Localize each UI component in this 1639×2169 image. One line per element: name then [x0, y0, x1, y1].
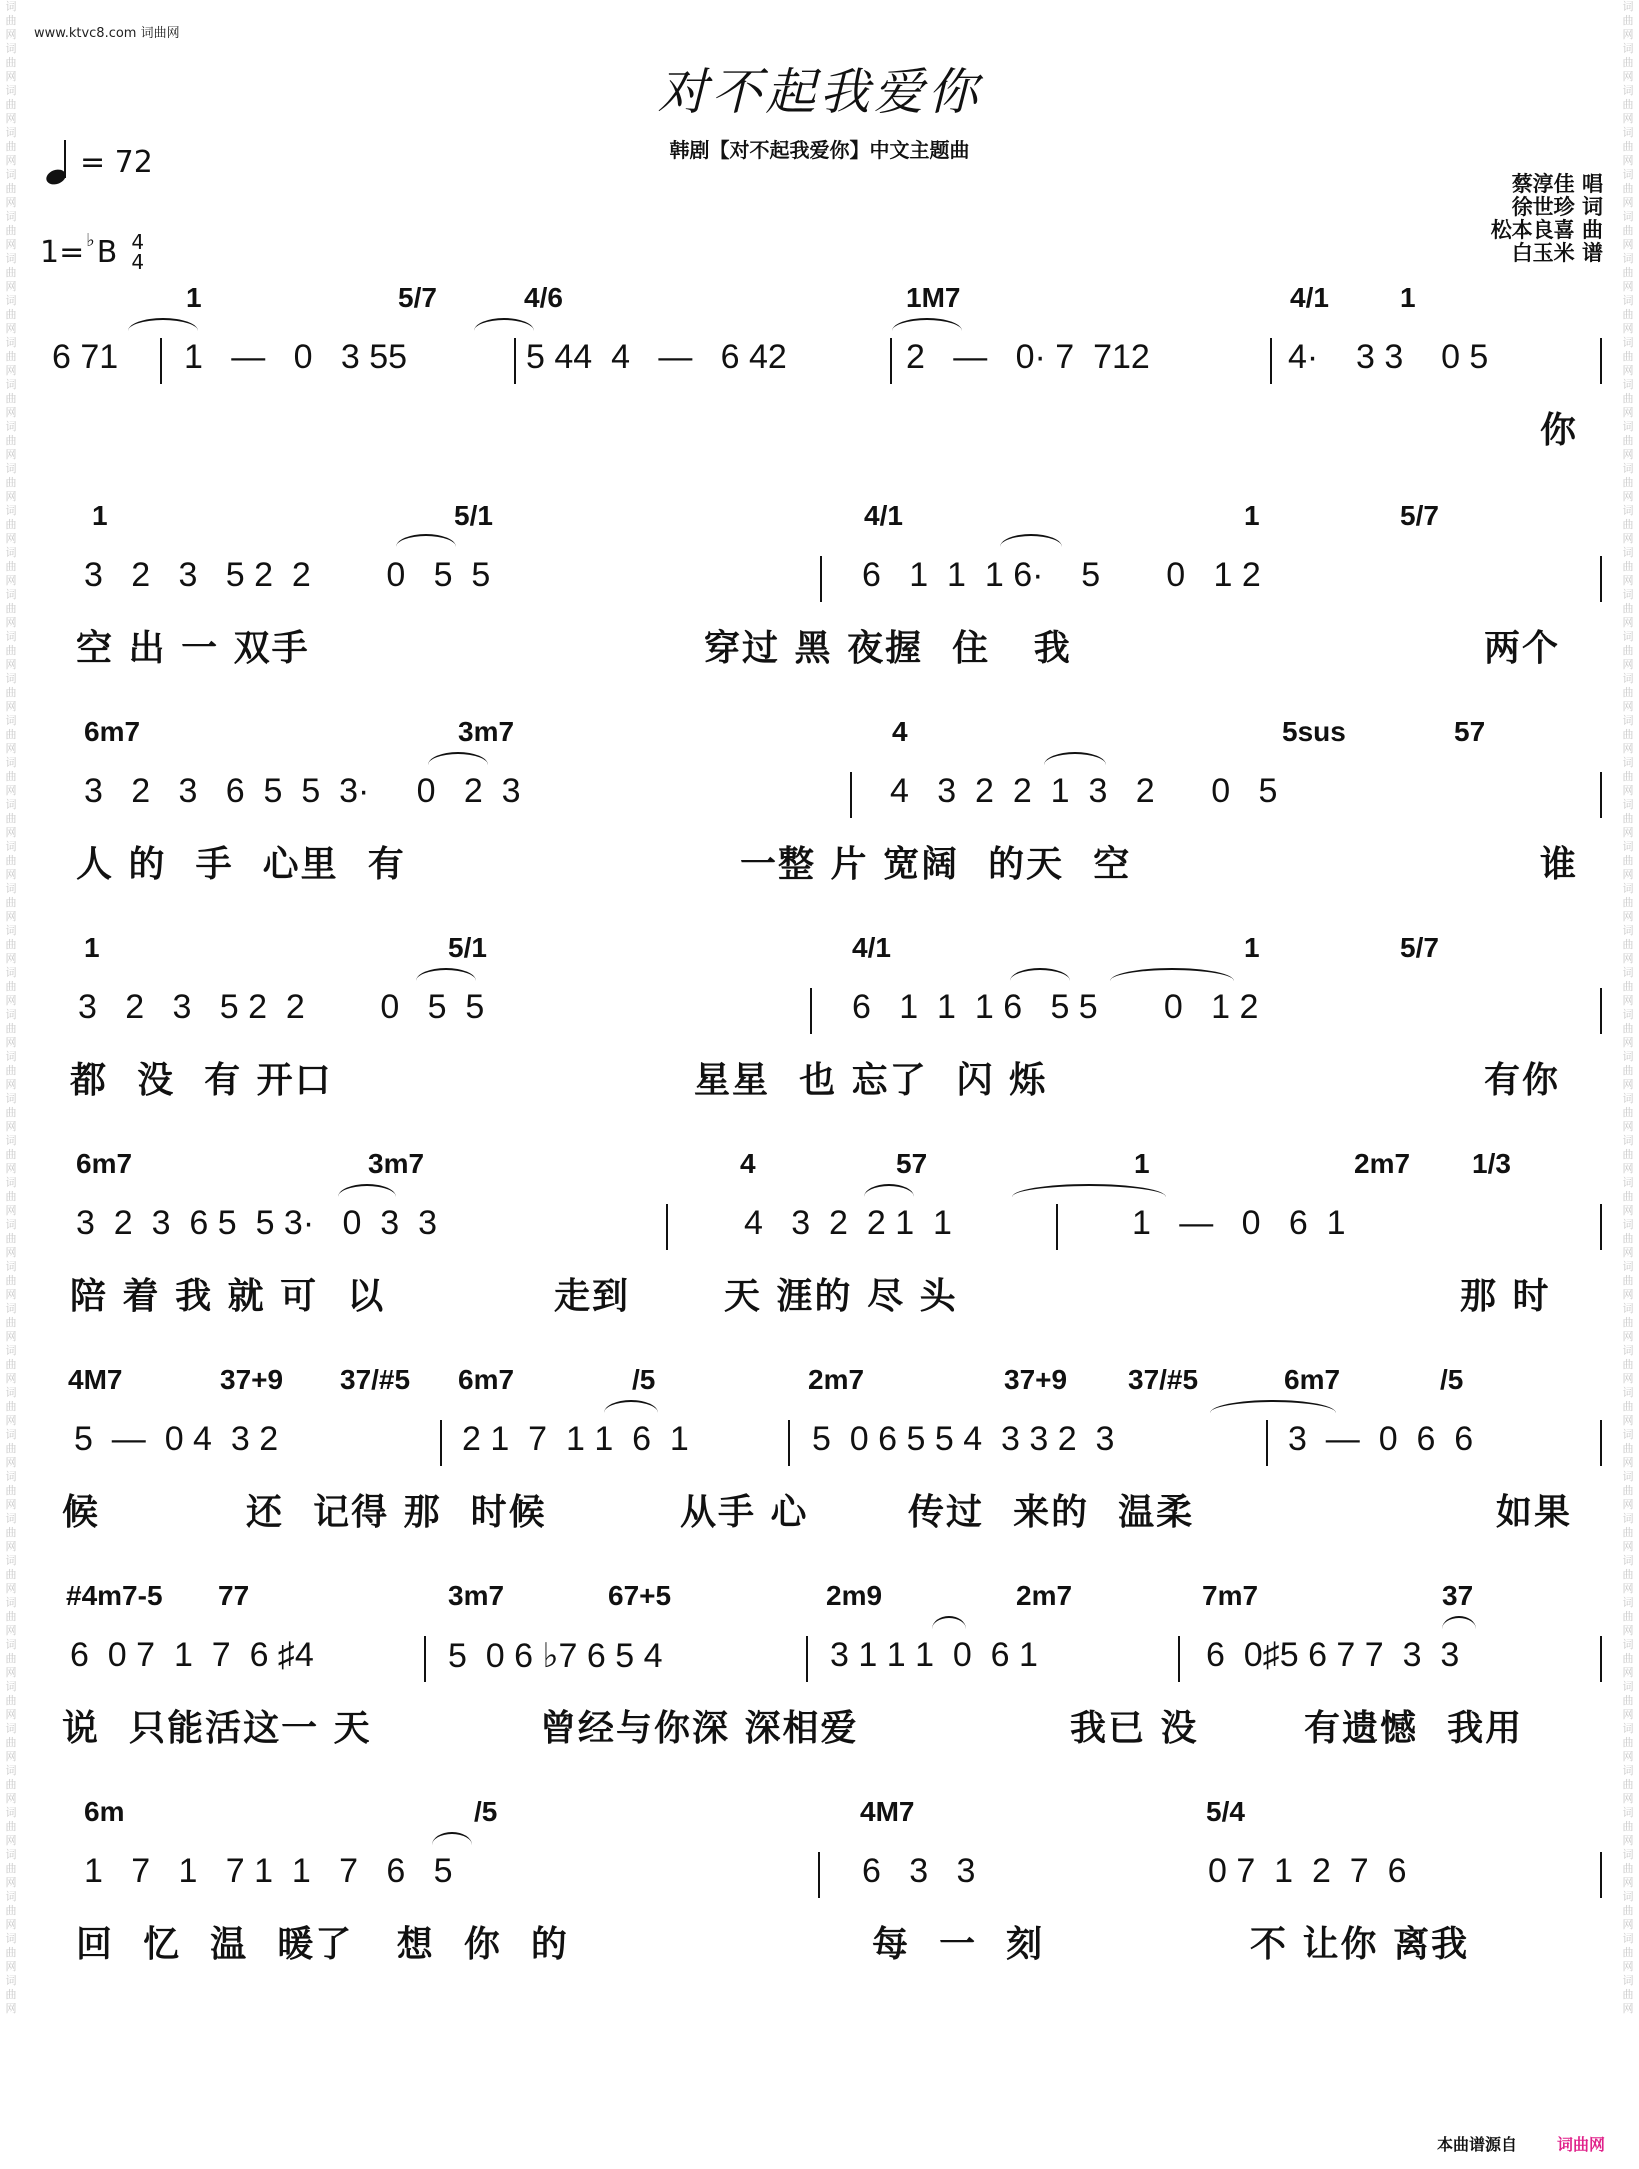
- chord-row: [44, 500, 1604, 534]
- lyric-text: 说 只能活这一 天: [62, 1707, 372, 1749]
- chord-label: 57: [896, 1148, 928, 1179]
- barline: [1600, 338, 1602, 384]
- chord-label: 1: [1134, 1148, 1150, 1179]
- credit-transcriber: 白玉米 谱: [1511, 240, 1603, 265]
- note-group: 6 1 1 1 6· 5 0 1 2: [862, 556, 1261, 594]
- lyric-text: 空 出 一 双手: [76, 627, 310, 669]
- notes-row: [44, 1204, 1604, 1254]
- quarter-note-icon: [46, 140, 66, 184]
- barline: [810, 988, 812, 1034]
- lyric-text: 从手 心: [680, 1491, 809, 1533]
- score-system-8: [44, 1796, 1604, 2006]
- score-system-2: [44, 500, 1604, 710]
- notes-row: [44, 1420, 1604, 1470]
- chord-label: 6m: [84, 1796, 125, 1827]
- chord-label: 37: [1442, 1580, 1474, 1611]
- chord-label: 1: [186, 282, 202, 313]
- note-group: 1 — 0 6 1: [1132, 1204, 1346, 1242]
- chord-label: 37+9: [1004, 1364, 1068, 1395]
- chord-row: [44, 1796, 1604, 1830]
- barline: [1600, 1204, 1602, 1250]
- chord-label: 5/1: [454, 500, 493, 531]
- barline: [850, 772, 852, 818]
- lyric-text: 还 记得 那 时候: [246, 1491, 547, 1533]
- barline: [890, 338, 892, 384]
- chord-label: 5sus: [1282, 716, 1346, 747]
- chord-label: 3m7: [448, 1580, 505, 1611]
- credit-composer: 松本良喜 曲: [1490, 217, 1603, 242]
- barline: [514, 338, 516, 384]
- score-system-1: [44, 282, 1604, 492]
- barline: [1056, 1204, 1058, 1250]
- chord-row: [44, 1580, 1604, 1614]
- barline: [1600, 556, 1602, 602]
- time-bottom: 4: [131, 250, 145, 274]
- chord-label: 4/1: [864, 500, 903, 531]
- notes-row: [44, 1636, 1604, 1686]
- side-watermark-right: 词曲网词曲网词曲网词曲网词曲网词曲网词曲网词曲网词曲网词曲网词曲网词曲网词曲网词曲网词曲网词曲网词曲网词曲网词曲网词曲网词曲网词曲网词曲网词曲网词曲网词曲网词曲网词曲网词曲网词曲网词曲网词曲网词曲网词曲网词曲网词曲网词曲网词曲网词曲网词曲网词曲网词曲网词曲网词曲网词曲网词曲网词曲网词曲网: [1622, 0, 1634, 2015]
- chord-label: 5/7: [1400, 500, 1439, 531]
- lyrics-row: [44, 1484, 1604, 1532]
- lyric-text: 你: [1540, 409, 1579, 451]
- barline: [1600, 1852, 1602, 1898]
- note-group: 5 — 0 4 3 2: [74, 1420, 279, 1458]
- score-system-7: [44, 1580, 1604, 1790]
- chord-label: 5/7: [398, 282, 437, 313]
- chord-label: 4M7: [68, 1364, 123, 1395]
- chord-label: 5/7: [1400, 932, 1439, 963]
- barline: [1600, 772, 1602, 818]
- lyrics-row: [44, 620, 1604, 668]
- chord-label: 4/1: [852, 932, 891, 963]
- score-system-5: [44, 1148, 1604, 1358]
- note-group: 3 2 3 5 2 2 0 5 5: [84, 556, 491, 594]
- barline: [1178, 1636, 1180, 1682]
- chord-label: 4/6: [524, 282, 563, 313]
- note-group: 1 — 0 3 55: [184, 338, 408, 376]
- page-title: 对不起我爱你: [657, 63, 982, 121]
- side-watermark-left: 词曲网词曲网词曲网词曲网词曲网词曲网词曲网词曲网词曲网词曲网词曲网词曲网词曲网词曲网词曲网词曲网词曲网词曲网词曲网词曲网词曲网词曲网词曲网词曲网词曲网词曲网词曲网词曲网词曲网词曲网词曲网词曲网词曲网词曲网词曲网词曲网词曲网词曲网词曲网词曲网词曲网词曲网词曲网词曲网词曲网词曲网词曲网词曲网: [5, 0, 17, 2015]
- chord-label: 37/#5: [1128, 1364, 1199, 1395]
- chord-label: 2m7: [1016, 1580, 1073, 1611]
- note-group: 5 0 6 5 5 4 3 3 2 3: [812, 1420, 1115, 1458]
- lyric-text: 那 时: [1460, 1275, 1551, 1317]
- chord-label: 6m7: [1284, 1364, 1341, 1395]
- footer-brand-link[interactable]: 词曲网: [1556, 2135, 1605, 2154]
- chord-label: 1: [1244, 932, 1260, 963]
- chord-label: 77: [218, 1580, 250, 1611]
- chord-row: [44, 1148, 1604, 1182]
- chord-row: [44, 932, 1604, 966]
- lyric-text: 回 忆 温 暖了 想 你 的: [76, 1923, 569, 1965]
- lyric-text: 谁: [1540, 843, 1579, 885]
- key-prefix: 1=: [40, 234, 85, 270]
- barline: [1266, 1420, 1268, 1466]
- note-group: 5 0 6 ♭7 6 5 4: [448, 1637, 663, 1675]
- chord-label: 3m7: [458, 716, 515, 747]
- lyric-text: 曾经与你深 深相爱: [540, 1707, 859, 1749]
- chord-label: 7m7: [1202, 1580, 1259, 1611]
- lyric-text: 一整 片 宽阔 的天 空: [740, 843, 1132, 885]
- chord-label: 4M7: [860, 1796, 915, 1827]
- lyric-text: 我已 没: [1070, 1707, 1199, 1749]
- chord-row: [44, 1364, 1604, 1398]
- lyric-text: 每 一 刻: [872, 1923, 1045, 1965]
- notes-row: [44, 556, 1604, 606]
- credit-singer: 蔡淳佳 唱: [1511, 171, 1603, 196]
- note-group: 2 1 7 1 1 6 1: [462, 1420, 689, 1458]
- note-group: 4 3 2 2 1 3 2 0 5: [890, 772, 1278, 810]
- notes-row: [44, 1852, 1604, 1902]
- lyric-text: 有遗憾 我用: [1304, 1707, 1524, 1749]
- barline: [1600, 1636, 1602, 1682]
- lyric-text: 传过 来的 温柔: [908, 1491, 1195, 1533]
- note-group: 6 3 3: [862, 1852, 976, 1890]
- lyric-text: 如果: [1496, 1491, 1573, 1533]
- lyric-text: 星星 也 忘了 闪 烁: [694, 1059, 1048, 1101]
- key-signature: [40, 229, 145, 274]
- chord-label: 1: [84, 932, 100, 963]
- note-group: 3 1 1 1 0 6 1: [830, 1636, 1038, 1674]
- chord-label: 67+5: [608, 1580, 672, 1611]
- chord-label: 57: [1454, 716, 1486, 747]
- lyrics-row: [44, 1916, 1604, 1964]
- chord-label: 1/3: [1472, 1148, 1511, 1179]
- chord-label: 2m7: [808, 1364, 865, 1395]
- barline: [788, 1420, 790, 1466]
- tempo-marking: [46, 140, 153, 184]
- notes-row: [44, 772, 1604, 822]
- chord-label: 1: [1244, 500, 1260, 531]
- credit-lyricist: 徐世珍 词: [1511, 194, 1603, 219]
- chord-label: 37+9: [220, 1364, 284, 1395]
- lyric-text: 走到: [554, 1275, 631, 1317]
- lyrics-row: [44, 836, 1604, 884]
- notes-row: [44, 988, 1604, 1038]
- lyrics-row: [44, 1268, 1604, 1316]
- barline: [1270, 338, 1272, 384]
- lyric-text: 候: [62, 1491, 101, 1533]
- note-group: 5 44 4 — 6 42: [526, 338, 787, 376]
- note-group: 0 7 1 2 7 6: [1208, 1852, 1407, 1890]
- chord-label: 1M7: [906, 282, 961, 313]
- credits-block: [1491, 172, 1603, 264]
- lyric-text: 有你: [1484, 1059, 1561, 1101]
- chord-label: /5: [632, 1364, 656, 1395]
- page-subtitle: 韩剧【对不起我爱你】中文主题曲: [669, 138, 970, 162]
- barline: [1600, 988, 1602, 1034]
- chord-label: #4m7-5: [66, 1580, 163, 1611]
- note-group: 2 — 0· 7 712: [906, 338, 1150, 376]
- time-signature: [131, 232, 144, 272]
- barline: [820, 556, 822, 602]
- chord-label: 4/1: [1290, 282, 1329, 313]
- note-group: 3 — 0 6 6: [1288, 1420, 1474, 1458]
- lyric-text: 陪 着 我 就 可 以: [70, 1275, 386, 1317]
- note-group: 3 2 3 6 5 5 3· 0 3 3: [76, 1204, 438, 1242]
- lyric-text: 穿过 黑 夜握 住 我: [704, 627, 1072, 669]
- flat-sign: ♭: [86, 229, 95, 251]
- lyrics-row: [44, 402, 1604, 450]
- score-system-3: [44, 716, 1604, 926]
- lyric-text: 两个: [1484, 627, 1561, 669]
- note-group: 6 1 1 1 6 5 5 0 1 2: [852, 988, 1259, 1026]
- site-label: www.ktvc8.com 词曲网: [34, 26, 180, 41]
- barline: [666, 1204, 668, 1250]
- barline: [160, 338, 162, 384]
- barline: [818, 1852, 820, 1898]
- time-top: 4: [131, 230, 145, 254]
- notes-row: [44, 338, 1604, 388]
- chord-label: 6m7: [84, 716, 141, 747]
- footer-source-label: 本曲谱源自: [1436, 2135, 1517, 2154]
- barline: [424, 1636, 426, 1682]
- chord-row: [44, 282, 1604, 316]
- note-group: 4 3 2 2 1 1: [744, 1204, 952, 1242]
- chord-label: 6m7: [458, 1364, 515, 1395]
- chord-label: /5: [474, 1796, 498, 1827]
- note-group: 3 2 3 5 2 2 0 5 5: [78, 988, 485, 1026]
- score-system-6: [44, 1364, 1604, 1574]
- barline: [1600, 1420, 1602, 1466]
- chord-label: 5/4: [1206, 1796, 1245, 1827]
- chord-label: /5: [1440, 1364, 1464, 1395]
- barline: [440, 1420, 442, 1466]
- chord-label: 2m7: [1354, 1148, 1411, 1179]
- note-group: 1 7 1 7 1 1 7 6 5: [84, 1852, 453, 1890]
- footer: [1437, 2132, 1605, 2155]
- lyrics-row: [44, 1052, 1604, 1100]
- note-group: 3 2 3 6 5 5 3· 0 2 3: [84, 772, 521, 810]
- lyrics-row: [44, 1700, 1604, 1748]
- lyric-text: 人 的 手 心里 有: [76, 843, 406, 885]
- chord-label: 1: [1400, 282, 1416, 313]
- note-group: 6 0♯5 6 7 7 3 3: [1206, 1636, 1460, 1674]
- note-group: 4· 3 3 0 5: [1288, 338, 1489, 376]
- note-group: 6 0 7 1 7 6 ♯4: [70, 1636, 314, 1674]
- note-group: 6 71: [52, 338, 119, 376]
- chord-label: 5/1: [448, 932, 487, 963]
- chord-row: [44, 716, 1604, 750]
- chord-label: 2m9: [826, 1580, 883, 1611]
- lyric-text: 都 没 有 开口: [70, 1059, 333, 1101]
- chord-label: 6m7: [76, 1148, 133, 1179]
- chord-label: 37/#5: [340, 1364, 411, 1395]
- lyric-text: 不 让你 离我: [1250, 1923, 1470, 1965]
- chord-label: 1: [92, 500, 108, 531]
- lyric-text: 天 涯的 尽 头: [724, 1275, 958, 1317]
- chord-label: 4: [892, 716, 908, 747]
- barline: [806, 1636, 808, 1682]
- key-note: B: [96, 234, 118, 270]
- score-system-4: [44, 932, 1604, 1142]
- chord-label: 4: [740, 1148, 756, 1179]
- tempo-value: = 72: [80, 144, 153, 180]
- chord-label: 3m7: [368, 1148, 425, 1179]
